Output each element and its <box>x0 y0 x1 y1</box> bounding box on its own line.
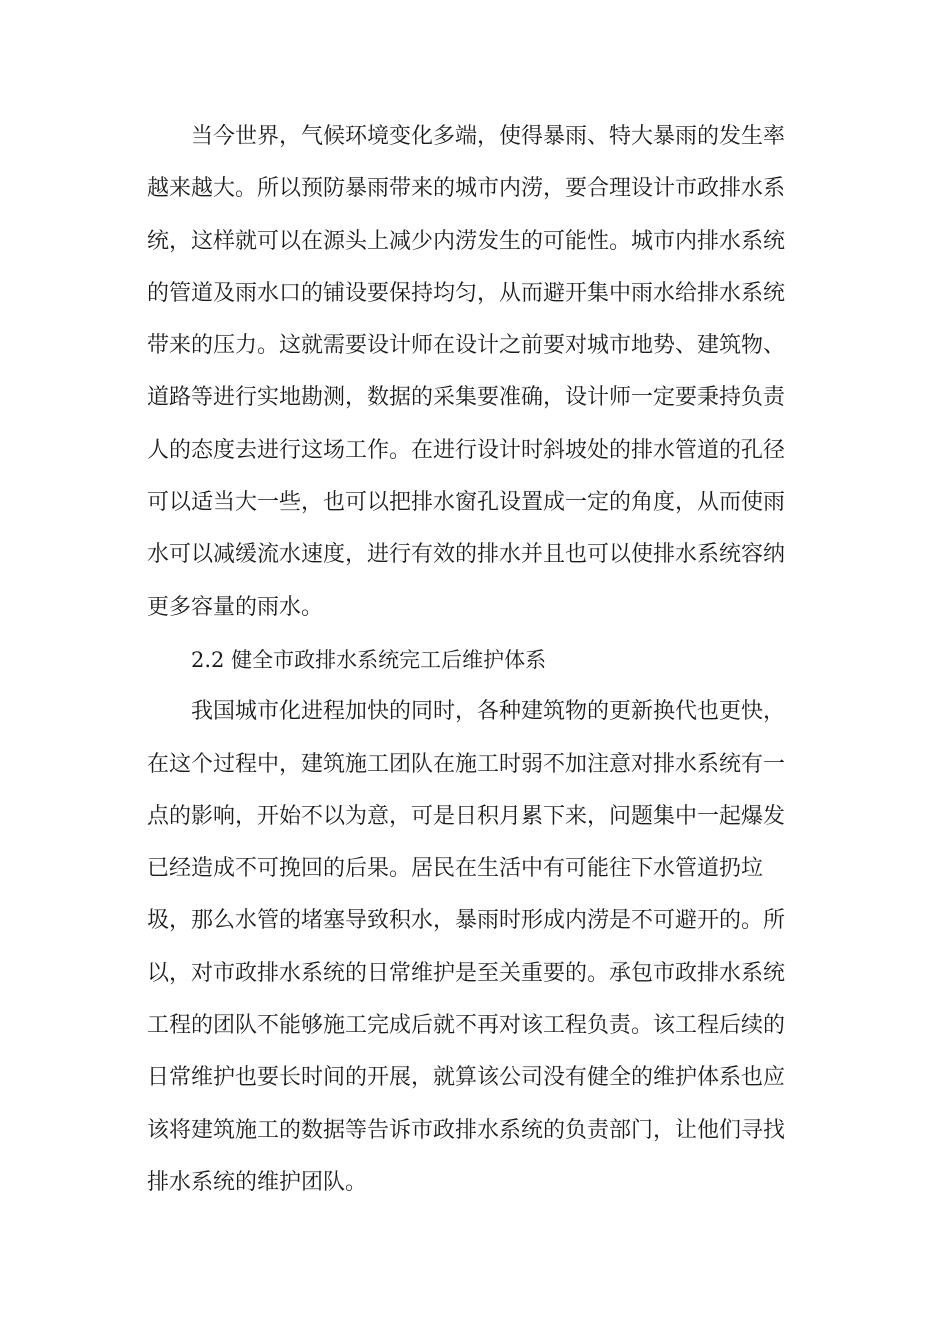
text-line: 我国城市化进程加快的同时，各种建筑物的更新换代也更快， <box>191 699 786 725</box>
text-line: 更多容量的雨水。 <box>147 594 324 620</box>
text-line: 越来越大。所以预防暴雨带来的城市内涝，要合理设计市政排水系 <box>147 176 786 202</box>
paragraph-climate-design <box>147 111 807 634</box>
text-line: 日常维护也要长时间的开展，就算该公司没有健全的维护体系也应 <box>147 1065 786 1091</box>
text-line: 在这个过程中，建筑施工团队在施工时弱不加注意对排水系统有一 <box>147 751 786 777</box>
section-heading: 2.2 健全市政排水系统完工后维护体系 <box>191 647 547 672</box>
text-line: 圾，那么水管的堵塞导致积水，暴雨时形成内涝是不可避开的。所 <box>147 908 786 934</box>
text-line: 统，这样就可以在源头上减少内涝发生的可能性。城市内排水系统 <box>147 228 786 254</box>
text-line: 该将建筑施工的数据等告诉市政排水系统的负责部门，让他们寻找 <box>147 1117 786 1143</box>
text-line: 人的态度去进行这场工作。在进行设计时斜坡处的排水管道的孔径 <box>147 437 786 463</box>
text-line: 排水系统的维护团队。 <box>147 1169 368 1195</box>
text-line: 以，对市政排水系统的日常维护是至关重要的。承包市政排水系统 <box>147 960 786 986</box>
text-line: 道路等进行实地勘测，数据的采集要准确，设计师一定要秉持负责 <box>147 385 786 411</box>
document-body <box>147 111 807 1209</box>
text-line: 的管道及雨水口的铺设要保持均匀，从而避开集中雨水给排水系统 <box>147 280 786 306</box>
text-line: 可以适当大一些，也可以把排水窗孔设置成一定的角度，从而使雨 <box>147 490 786 516</box>
text-line: 已经造成不可挽回的后果。居民在生活中有可能往下水管道扔垃 <box>147 856 764 882</box>
text-line: 工程的团队不能够施工完成后就不再对该工程负责。该工程后续的 <box>147 1013 786 1039</box>
text-line: 带来的压力。这就需要设计师在设计之前要对城市地势、建筑物、 <box>147 333 786 359</box>
text-line: 当今世界，气候环境变化多端，使得暴雨、特大暴雨的发生率 <box>191 124 786 149</box>
text-line: 水可以减缓流水速度，进行有效的排水并且也可以使排水系统容纳 <box>147 542 786 568</box>
paragraph-maintenance <box>147 686 807 1209</box>
text-line: 点的影响，开始不以为意，可是日积月累下来，问题集中一起爆发 <box>147 803 786 829</box>
